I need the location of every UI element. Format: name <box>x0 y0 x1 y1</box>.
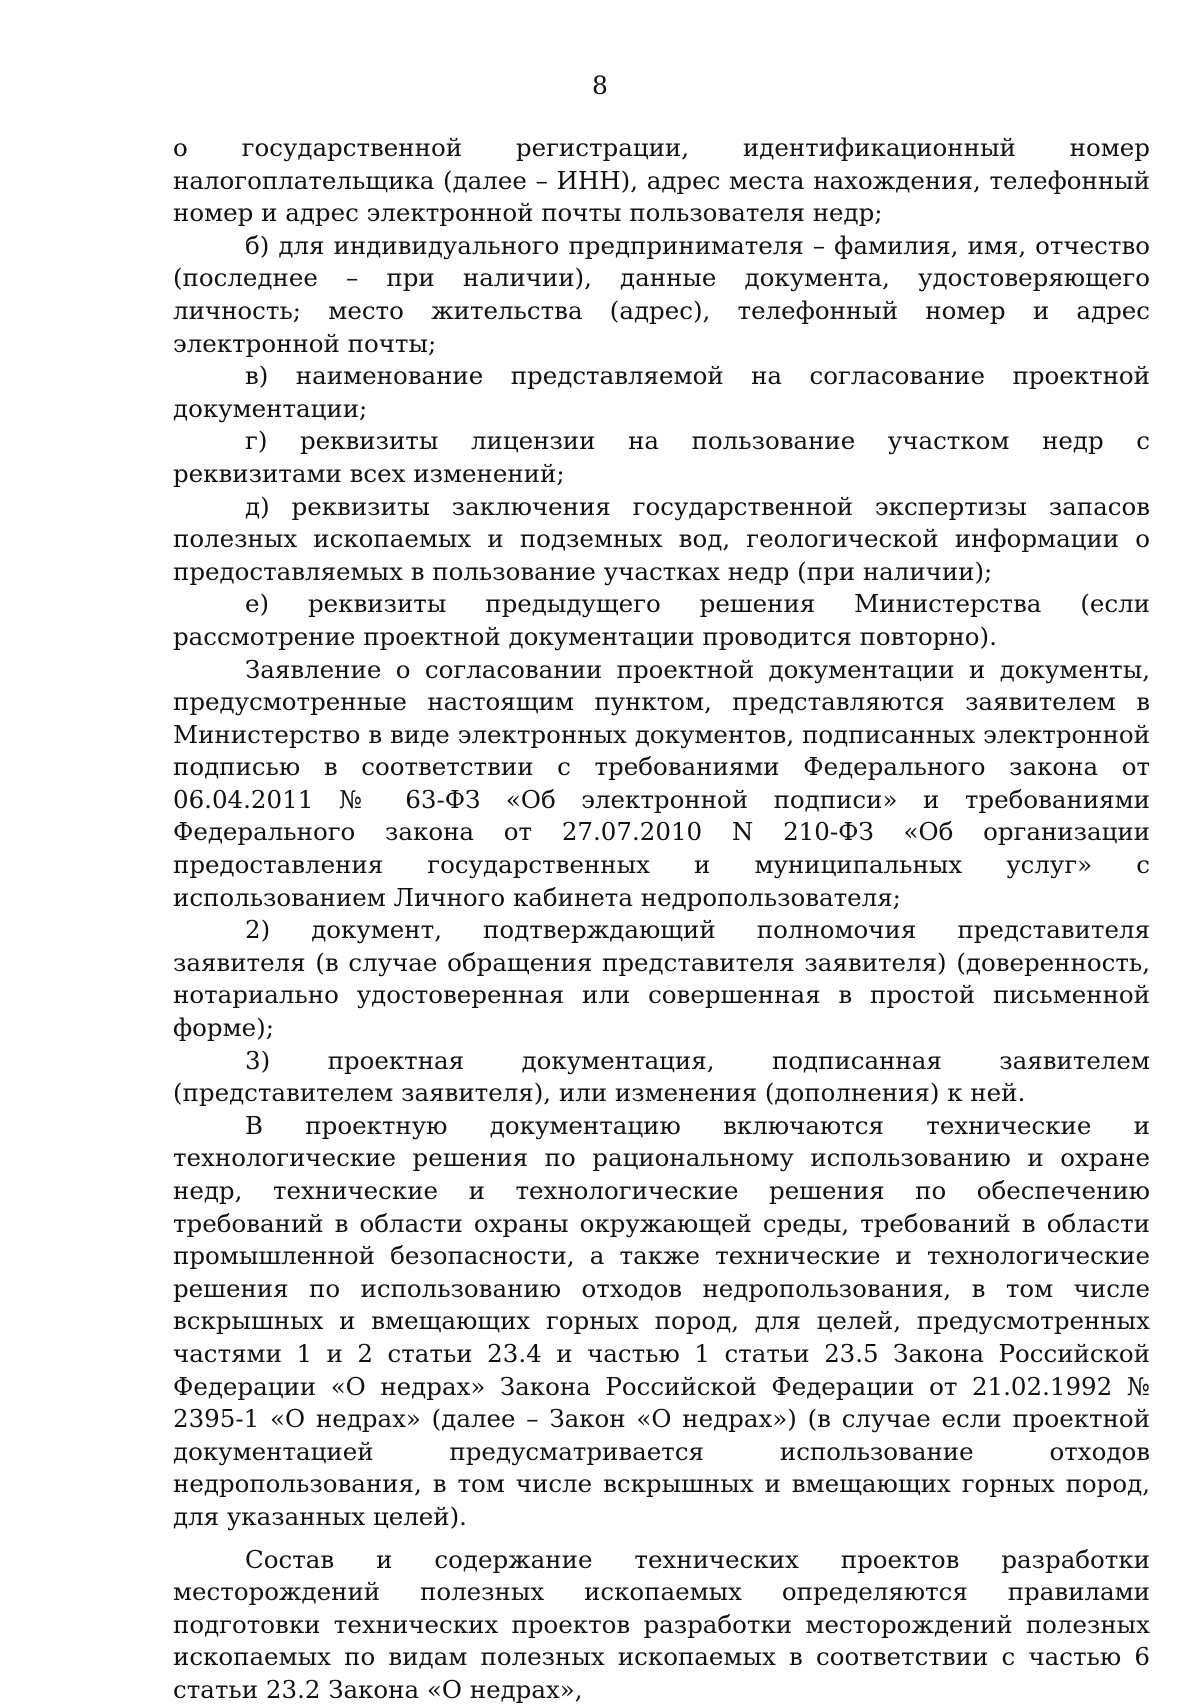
paragraph-continuation: о государственной регистрации, идентификационный номер налогоплательщика (далее – ИНН), адрес места нахождения, телефонный номер и адрес электронной почты пользователя недр; <box>173 133 1150 228</box>
paragraph-item-2: 2) документ, подтверждающий полномочия представителя заявителя (в случае обращения представителя заявителя) (доверенность, нотариально удостоверенная или совершенная в простой письменной форме); <box>173 915 1150 1043</box>
document-body <box>173 132 1150 1707</box>
paragraph-item-3: 3) проектная документация, подписанная заявителем (представителем заявителя), или изменения (дополнения) к ней. <box>173 1045 1150 1108</box>
page-number: 8 <box>592 71 608 100</box>
paragraph-item-e: е) реквизиты предыдущего решения Министерства (если рассмотрение проектной документации проводится повторно). <box>173 589 1150 651</box>
paragraph-submission: Заявление о согласовании проектной документации и документы, предусмотренные настоящим пунктом, представляются заявителем в Министерство в виде электронных документов, подписанных электронной подписью в соответствии с требованиями Федерального закона от 06.04.2011 № 63-ФЗ «Об электронной подписи» и требованиями Федерального закона от 27.07.2010 N 210-ФЗ «Об организации предоставления государственных и муниципальных услуг» с использованием Личного кабинета недропользователя; <box>173 654 1150 912</box>
paragraph-project-contents: В проектную документацию включаются технические и технологические решения по рациональному использованию и охране недр, технические и технологические решения по обеспечению требований в области охраны окружающей среды, требований в области промышленной безопасности, а также технические и технологические решения по использованию отходов недропользования, в том числе вскрышных и вмещающих горных пород, для целей, предусмотренных частями 1 и 2 статьи 23.4 и частью 1 статьи 23.5 Закона Российской Федерации «О недрах» Закона Российской Федерации от 21.02.1992 № 2395-1 «О недрах» (далее – Закон «О недрах») (в случае если проектной документацией предусматривается использование отходов недропользования, в том числе вскрышных и вмещающих горных пород, для указанных целей). <box>173 1110 1150 1531</box>
paragraph-item-d: д) реквизиты заключения государственной экспертизы запасов полезных ископаемых и подземных вод, геологической информации о предоставляемых в пользование участках недр (при наличии); <box>173 491 1150 586</box>
paragraph-item-b: б) для индивидуального предпринимателя – фамилия, имя, отчество (последнее – при наличии), данные документа, удостоверяющего личность; место жительства (адрес), телефонный номер и адрес электронной почты; <box>173 230 1150 358</box>
paragraph-item-g: г) реквизиты лицензии на пользование участком недр с реквизитами всех изменений; <box>173 426 1150 488</box>
paragraph-item-v: в) наименование представляемой на согласование проектной документации; <box>173 361 1150 423</box>
paragraph-technical-projects: Состав и содержание технических проектов разработки месторождений полезных ископаемых определяются правилами подготовки технических проектов разработки месторождений полезных ископаемых по видам полезных ископаемых в соответствии с частью 6 статьи 23.2 Закона «О недрах», <box>173 1544 1150 1704</box>
